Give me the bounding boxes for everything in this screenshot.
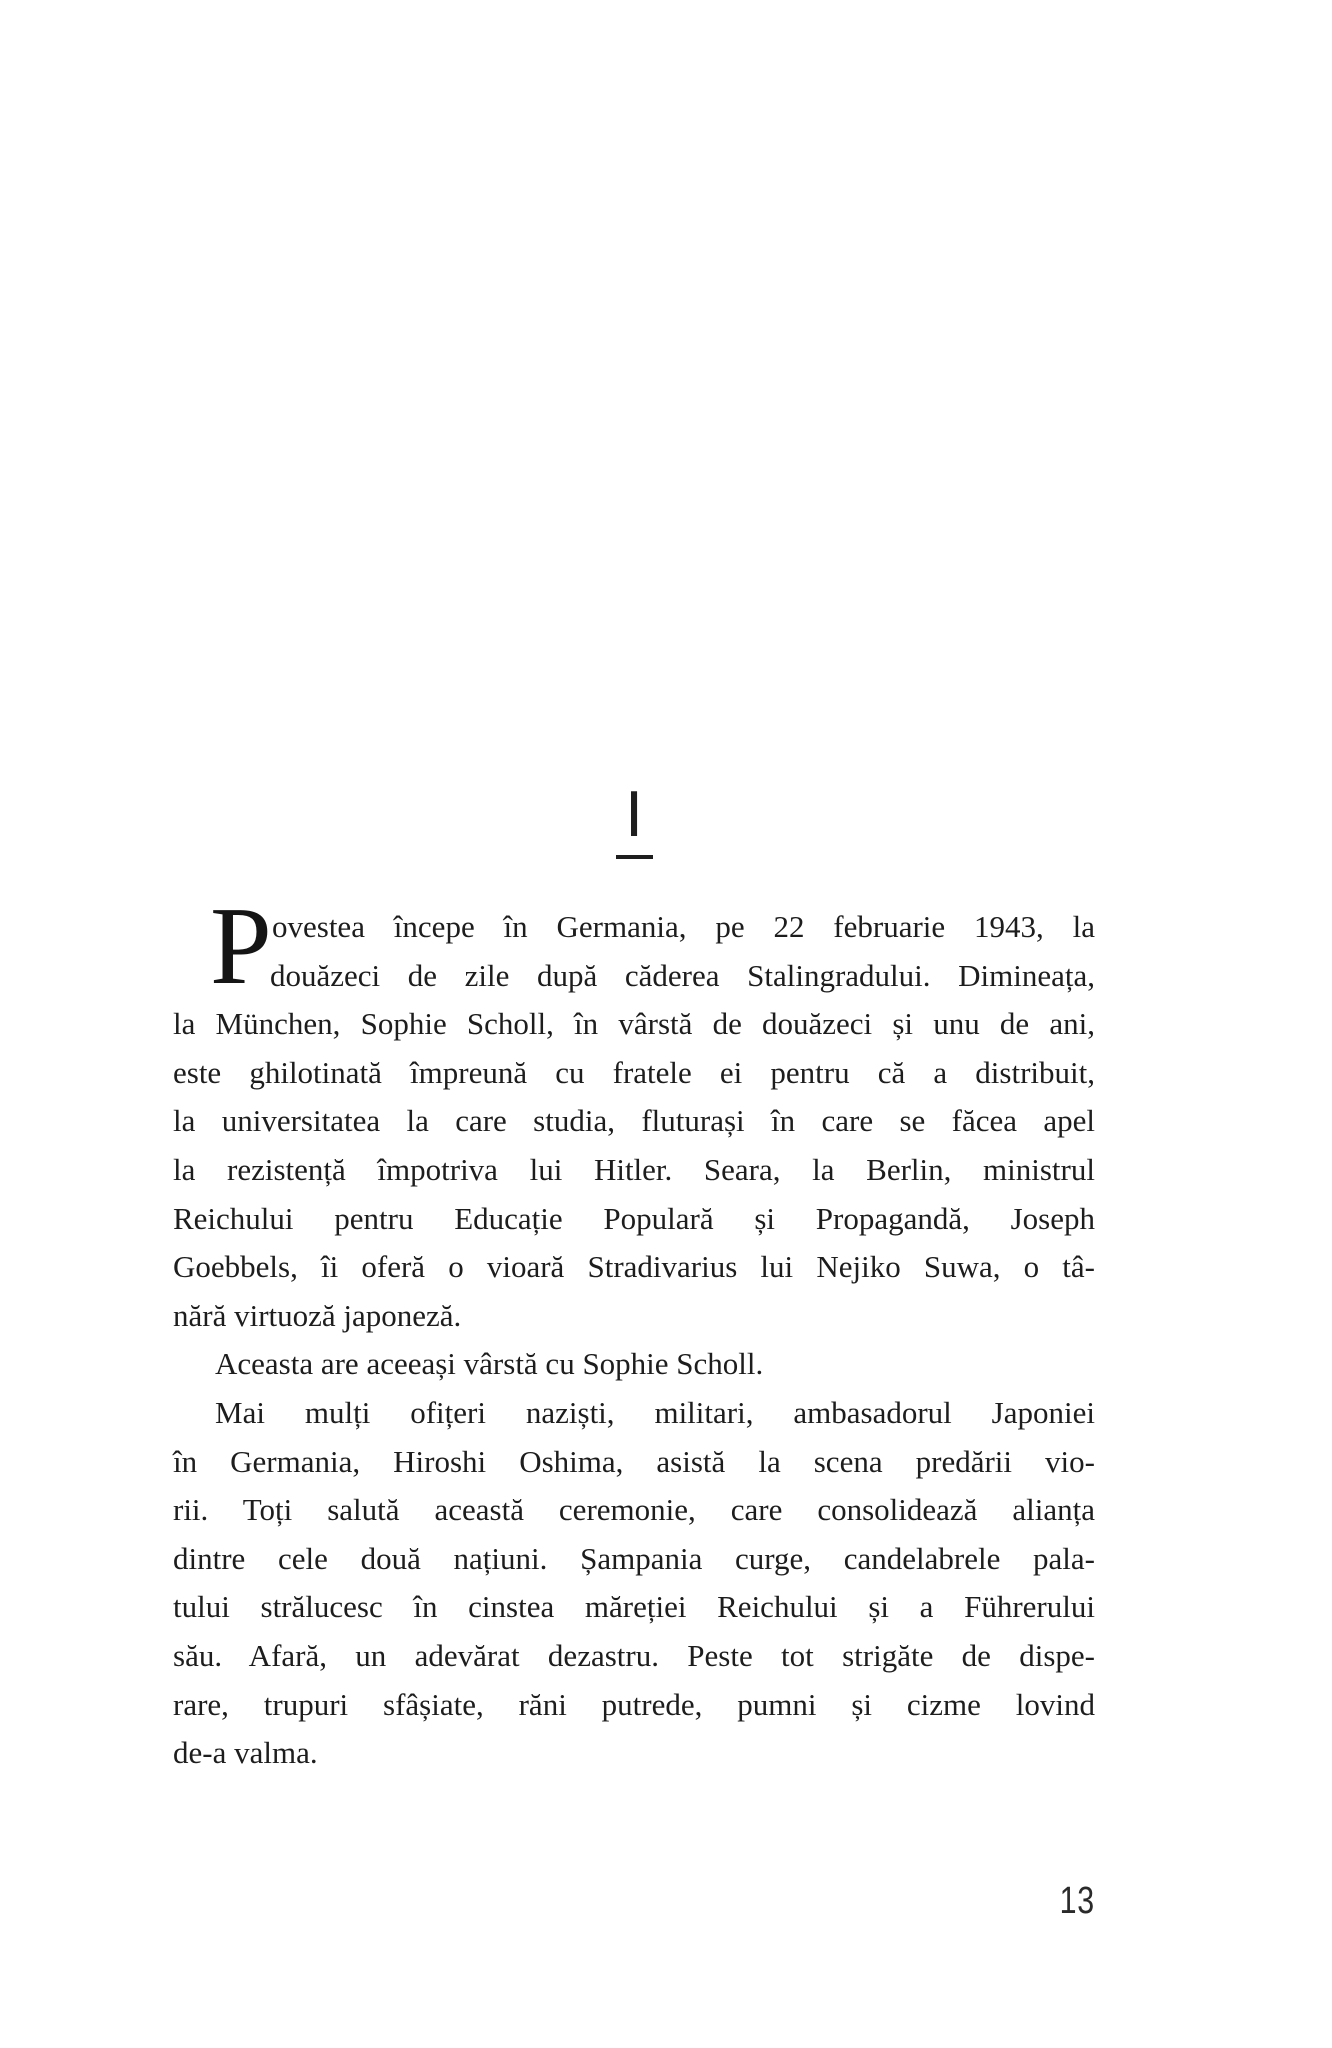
body-line: douăzeci de zile după căderea Stalingradului. Dimineața,	[270, 957, 1095, 993]
body-line: Mai mulți ofițeri naziști, militari, ambasadorul Japoniei	[215, 1394, 1095, 1430]
body-line: ovestea începe în Germania, pe 22 februarie 1943, la	[272, 909, 1095, 944]
body-line: Reichului pentru Educație Populară și Propagandă, Joseph	[173, 1200, 1095, 1236]
body-line: Goebbels, îi oferă o vioară Stradivarius lui Nejiko Suwa, o tâ-	[173, 1249, 1095, 1285]
body-line: rii. Toți salută această ceremonie, care consolidează alianța	[173, 1492, 1095, 1528]
chapter-number-underline	[616, 855, 653, 859]
body-line: la München, Sophie Scholl, în vârstă de douăzeci și unu de ani,	[173, 1006, 1095, 1042]
body-line: Aceasta are aceeași vârstă cu Sophie Scholl.	[215, 1346, 764, 1382]
body-line: tului strălucesc în cinstea măreției Reichului și a Führerului	[173, 1589, 1095, 1625]
body-line: dintre cele două națiuni. Șampania curge, candelabrele pala-	[173, 1540, 1095, 1576]
body-line: nără virtuoză japoneză.	[173, 1297, 462, 1333]
body-line: la rezistență împotriva lui Hitler. Seara, la Berlin, ministrul	[173, 1151, 1095, 1187]
drop-cap: P	[210, 885, 272, 1008]
body-line: la universitatea la care studia, fluturași în care se făcea apel	[173, 1103, 1095, 1139]
body-line: său. Afară, un adevărat dezastru. Peste tot strigăte de dispe-	[173, 1637, 1095, 1673]
body-line: rare, trupuri sfâșiate, răni putrede, pumni și cizme lovind	[173, 1686, 1095, 1722]
body-line: de-a valma.	[173, 1735, 318, 1771]
body-line: este ghilotinată împreună cu fratele ei pentru că a distribuit,	[173, 1054, 1095, 1090]
page-number: 13	[1059, 1880, 1095, 1922]
body-text	[173, 903, 1095, 1778]
chapter-number: I	[624, 777, 644, 850]
body-line: în Germania, Hiroshi Oshima, asistă la scena predării vio-	[173, 1443, 1095, 1479]
